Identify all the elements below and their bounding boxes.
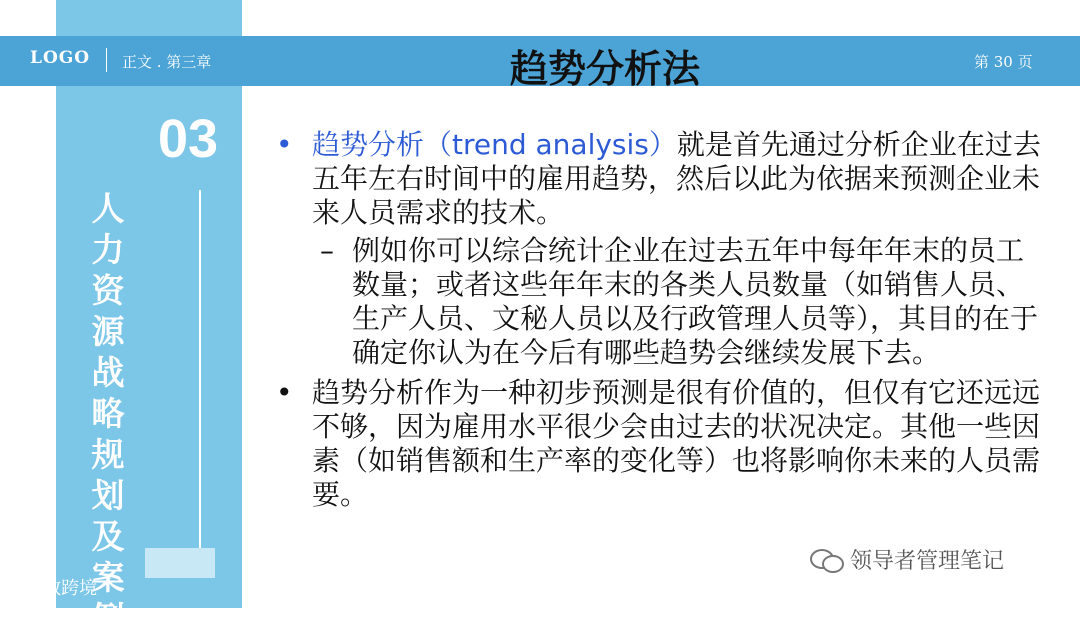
sub-bullet-mark: –: [320, 234, 334, 267]
watermark-left: [6, 574, 97, 600]
watermark-right-text: 领导者管理笔记: [850, 549, 1005, 574]
page-number: 第 30 页: [974, 53, 1033, 71]
sidebar-accent-box: [145, 548, 215, 578]
slide-content: [276, 128, 1046, 516]
bullet-item: [276, 128, 1046, 230]
bullet-text: 就是首先通过分析企业在过去五年左右时间中的雇用趋势，然后以此为依据来预测企业未来人员需求的技术。: [312, 128, 1041, 229]
section-number: 03: [158, 109, 219, 169]
chapter-label: 正文 . 第三章: [122, 53, 212, 71]
watermark-right: [810, 544, 1004, 575]
highlight-term: 趋势分析（trend analysis）: [312, 128, 677, 161]
bullet-item: [276, 376, 1046, 512]
section-title-vertical: 人力资源战略规划及案例: [91, 189, 125, 638]
page-title: 趋势分析法: [509, 47, 700, 91]
sidebar-panel: [56, 0, 242, 608]
bullet-mark: •: [276, 128, 293, 161]
sub-bullet-text: 例如你可以综合统计企业在过去五年中每年年末的员工数量；或者这些年年末的各类人员数量（如销售人员、生产人员、文秘人员以及行政管理人员等），其目的在于确定你认为在今后有哪些趋势会继续发展下去。: [352, 234, 1039, 369]
sidebar-divider-line: [199, 190, 201, 550]
watermark-left-text: 大数跨境: [25, 578, 98, 599]
sub-bullet-item: [276, 234, 1046, 370]
logo-text: LOGO: [30, 48, 91, 68]
brand-icon: K: [6, 578, 21, 596]
wechat-icon: [810, 547, 844, 573]
bullet-text: 趋势分析作为一种初步预测是很有价值的，但仅有它还远远不够，因为雇用水平很少会由过去的状况决定。其他一些因素（如销售额和生产率的变化等）也将影响你未来的人员需要。: [312, 376, 1041, 511]
header-separator: [106, 48, 107, 72]
bullet-mark: •: [276, 376, 293, 409]
